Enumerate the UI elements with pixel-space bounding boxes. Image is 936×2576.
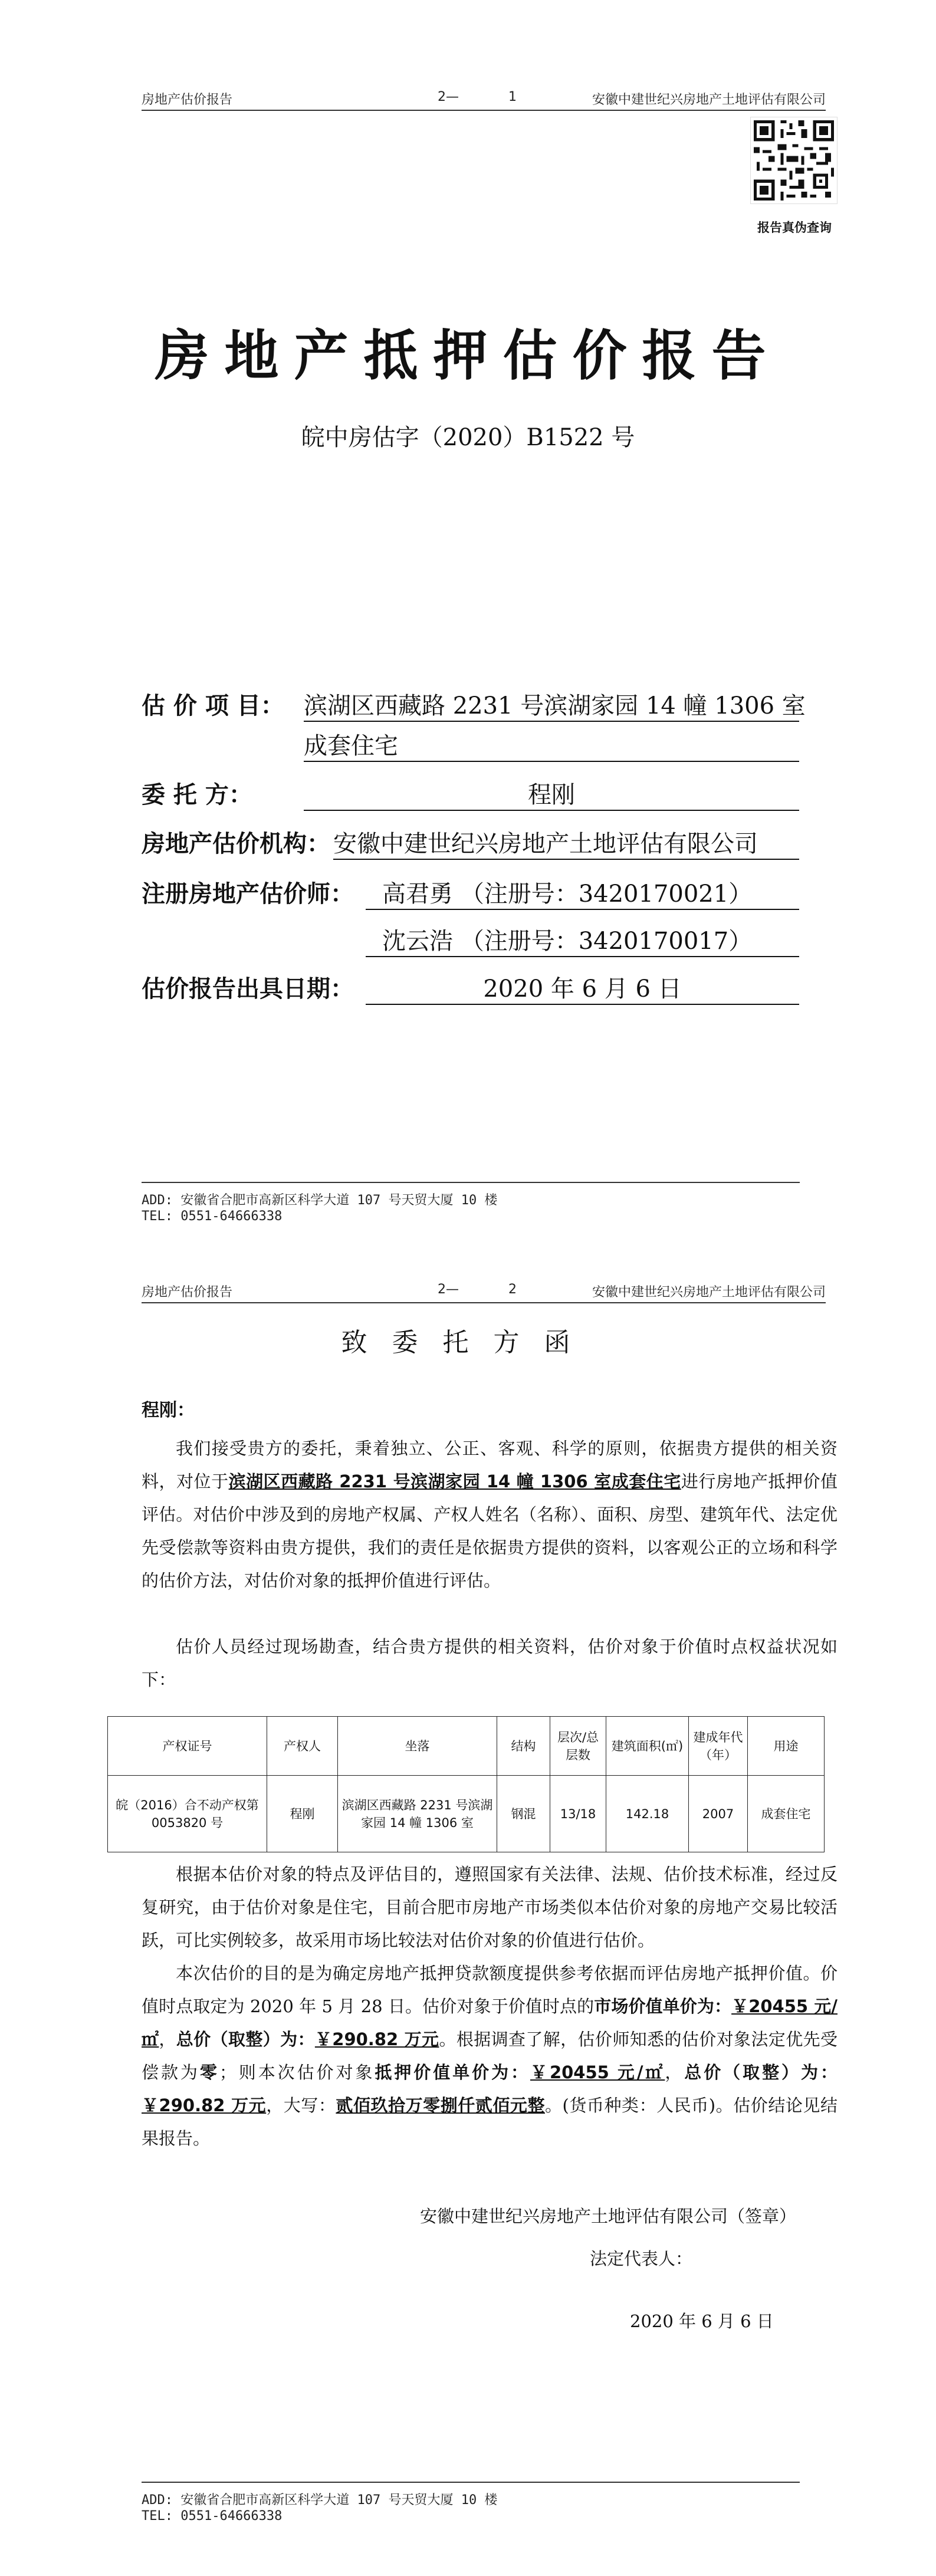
header-left: 房地产估价报告 (142, 93, 233, 107)
table-header: 建筑面积(㎡) (606, 1717, 689, 1776)
p4-text: ，大写： (266, 2095, 336, 2115)
table-cell: 2007 (689, 1776, 748, 1852)
table-header: 用途 (748, 1717, 825, 1776)
header-right: 安徽中建世纪兴房地产土地评估有限公司 (592, 93, 826, 107)
market-unit-price: ￥20455 元/㎡ (142, 1996, 838, 2049)
paragraph-4 (142, 1957, 838, 2155)
report-title: 房地产抵押估价报告 (155, 324, 781, 387)
p1-text-c: 进行房地产抵押价值评估。对估价中涉及到的房地产权属、产权人姓名（名称）、面积、房型、建筑年代、法定优先受偿款等资料由贵方提供，我们的责任是依据贵方提供的资料，以客观公正的立场和科学的估价方法，对估价对象的抵押价值进行评估。 (142, 1471, 838, 1591)
table-cell: 皖（2016）合不动产权第 0053820 号 (108, 1776, 267, 1852)
p1-property-address: 滨湖区西藏路 2231 号滨湖家园 14 幢 1306 室成套住宅 (228, 1471, 681, 1491)
table-cell: 钢混 (497, 1776, 550, 1852)
table-cell: 成套住宅 (748, 1776, 825, 1852)
market-total-price: ￥290.82 万元 (314, 2029, 439, 2049)
header-page-number: 2 (508, 1282, 517, 1297)
market-total-label: 总价（取整）为： (176, 2029, 315, 2049)
p4-text: ， (665, 2062, 685, 2082)
p4-text: ；则本次估价对象 (219, 2062, 375, 2082)
priority-claim-value: 零 (199, 2062, 219, 2082)
appraiser-label: 注册房地产估价师： (142, 880, 354, 908)
agency-label: 房地产估价机构： (142, 830, 330, 857)
qr-code-label: 报告真伪查询 (757, 221, 832, 235)
salutation: 程刚： (142, 1400, 195, 1421)
table-header-row (108, 1717, 825, 1776)
p1-text-a: 我们接受贵方的委托，秉着独立、公正、客观、科学的原则，依据贵方提供的相关资料，对位于 (142, 1438, 838, 1491)
sign-date: 2020 年 6 月 6 日 (630, 2311, 774, 2331)
amount-in-words: 贰佰玖拾万零捌仟贰佰元整 (336, 2095, 545, 2115)
table-header: 坐落 (338, 1717, 497, 1776)
project-label: 估 价 项 目： (142, 692, 284, 719)
mortgage-unit-label: 抵押价值单价为： (375, 2062, 530, 2082)
mortgage-unit-price: ￥20455 元/㎡ (530, 2062, 665, 2082)
paragraph-3: 根据本估价对象的特点及评估目的，遵照国家有关法律、法规、估价技术标准，经过反复研究，由于估价对象是住宅，目前合肥市房地产市场类似本估价对象的房地产交易比较活跃，可比实例较多，故采用市场比较法对估价对象的价值进行估价。 (142, 1864, 838, 1950)
footer-tel: TEL: 0551-64666338 (142, 2509, 283, 2524)
table-header: 产权人 (267, 1717, 338, 1776)
mortgage-total-price: ￥290.82 万元 (142, 2095, 267, 2115)
paragraph-1 (142, 1432, 838, 1597)
header-page-prefix: 2— (438, 1282, 459, 1297)
appraiser-1: 高君勇 （注册号：3420170021） (366, 875, 799, 910)
appraiser-2: 沈云浩 （注册号：3420170017） (366, 922, 799, 957)
table-header: 建成年代（年） (689, 1717, 748, 1776)
header-page-prefix: 2— (438, 90, 459, 104)
header-page-number: 1 (508, 90, 517, 104)
property-table (107, 1716, 825, 1852)
table-header: 层次/总层数 (550, 1717, 606, 1776)
footer-address: ADD: 安徽省合肥市高新区科学大道 107 号天贸大厦 10 楼 (142, 2493, 498, 2508)
footer-address: ADD: 安徽省合肥市高新区科学大道 107 号天贸大厦 10 楼 (142, 1193, 498, 1208)
table-cell: 程刚 (267, 1776, 338, 1852)
table-header: 结构 (497, 1717, 550, 1776)
table-cell: 滨湖区西藏路 2231 号滨湖家园 14 幢 1306 室 (338, 1776, 497, 1852)
footer-tel: TEL: 0551-64666338 (142, 1209, 283, 1224)
agency-value: 安徽中建世纪兴房地产土地评估有限公司 (333, 825, 799, 860)
project-value-line1: 滨湖区西藏路 2231 号滨湖家园 14 幢 1306 室 (304, 687, 799, 722)
p4-text: ， (159, 2029, 176, 2049)
date-label: 估价报告出具日期： (142, 975, 354, 1003)
letter-title: 致委托方函 (341, 1328, 595, 1358)
p4-text: 本次估价的目的是为确定房地产抵押贷款额度提供参考依据而评估房地产抵押价值。价值时点取定为 2020 年 5 月 28 日。估价对象于价值时点的 (142, 1963, 838, 2016)
client-label: 委 托 方： (142, 781, 252, 809)
date-value: 2020 年 6 月 6 日 (366, 970, 799, 1005)
signer-company: 安徽中建世纪兴房地产土地评估有限公司（签章） (420, 2206, 797, 2226)
client-value: 程刚 (304, 776, 799, 811)
table-cell: 13/18 (550, 1776, 606, 1852)
header-right: 安徽中建世纪兴房地产土地评估有限公司 (592, 1285, 826, 1300)
table-cell: 142.18 (606, 1776, 689, 1852)
p4-text: 。(货币种类：人民币)。估价结论见结果报告。 (142, 2095, 838, 2148)
document-number: 皖中房估字（2020）B1522 号 (301, 424, 635, 451)
table-row (108, 1776, 825, 1852)
header-rule (142, 1302, 826, 1303)
p4-text: 。根据调查了解，估价师知悉的估价对象法定优先受偿款为 (142, 2029, 838, 2082)
footer-rule (142, 2482, 800, 2483)
mortgage-total-label: 总价（取整）为： (684, 2062, 838, 2082)
table-header: 产权证号 (108, 1717, 267, 1776)
header-left: 房地产估价报告 (142, 1285, 233, 1300)
project-value-line2: 成套住宅 (304, 727, 799, 762)
market-unit-label: 市场价值单价为： (594, 1996, 732, 2016)
legal-representative: 法定代表人： (590, 2249, 693, 2269)
paragraph-2: 估价人员经过现场勘查，结合贵方提供的相关资料，估价对象于价值时点权益状况如下： (142, 1637, 838, 1690)
